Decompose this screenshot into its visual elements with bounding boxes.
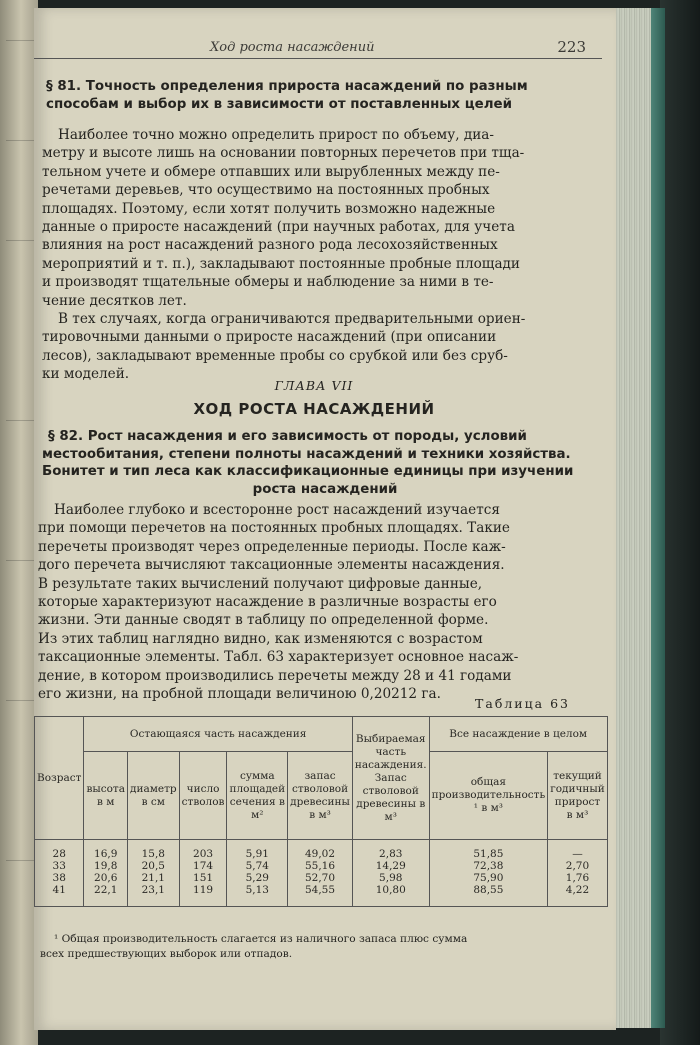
text-line: Наиболее точно можно определить прирост по объему, диа-	[58, 127, 494, 143]
table-cell: 1,76	[565, 872, 590, 884]
text-line: данные о приросте насаждений (при научных работах, для учета	[42, 219, 515, 236]
text-line: тельном учете и обмере отпавших или вырубленных между пе-	[42, 163, 500, 180]
table-caption: Таблица 63	[475, 696, 570, 711]
table-cell: 51,85	[473, 848, 504, 860]
column-header-height: высота в м	[84, 752, 128, 840]
table-cell: 41	[52, 884, 66, 896]
table-column-basal-area	[227, 840, 288, 907]
text-line: мероприятий и т. п.), закладывают постоянные пробные площади	[42, 255, 520, 272]
text-line: при помощи перечетов на постоянных пробных площадях. Такие	[38, 520, 510, 537]
section-81-paragraph-1	[42, 126, 602, 310]
table-cell: 55,16	[304, 860, 336, 872]
table-cell: —	[572, 848, 583, 860]
table-column-count	[179, 840, 227, 907]
text-line: Из этих таблиц наглядно видно, как изменяются с возрастом	[38, 630, 483, 647]
column-header-increment: текущий годичный прирост в м³	[548, 752, 608, 840]
table-cell: 5,29	[245, 872, 269, 884]
table-cell: 28	[52, 848, 66, 860]
text-line: ки моделей.	[42, 366, 130, 383]
table-cell: 10,80	[375, 884, 406, 896]
table-cell: 5,91	[245, 848, 269, 860]
table-cell: 33	[52, 860, 66, 872]
column-header-productivity: общая производительность ¹ в м³	[429, 752, 548, 840]
page-header	[34, 38, 616, 58]
group-header-removed: Выбираемая часть насаждения. Запас стволовой древесины в м³	[352, 717, 429, 840]
table-cell: 52,70	[304, 872, 336, 884]
text-line: жизни. Эти данные сводят в таблицу по определенной форме.	[38, 612, 489, 629]
table-column-increment	[548, 840, 608, 907]
section-title-line: Бонитет и тип леса как классификационные единицы при изучении	[42, 464, 574, 479]
page-stack-edges	[610, 8, 665, 1028]
table-column-removed	[352, 840, 429, 907]
chapter-title: ХОД РОСТА НАСАЖДЕНИЙ	[193, 400, 435, 418]
footnote-line: всех предшествующих выборок или отпадов.	[40, 948, 293, 960]
page-number: 223	[557, 38, 586, 56]
column-header-basal-area: сумма площадей сечения в м²	[227, 752, 288, 840]
table-cell: 5,74	[245, 860, 269, 872]
facing-page-edge	[0, 0, 38, 1045]
header-rule	[34, 58, 602, 59]
table-column-height	[84, 840, 128, 907]
table-cell: 22,1	[94, 884, 118, 896]
column-header-count: число стволов	[179, 752, 227, 840]
table-cell: 49,02	[304, 848, 336, 860]
table-cell: 203	[193, 848, 214, 860]
text-line: тировочными данными о приросте насаждений (при описании	[42, 329, 497, 346]
table-cell: 16,9	[94, 848, 118, 860]
text-line: дение, в котором производились перечеты между 28 и 41 годами	[38, 667, 512, 684]
table-cell: 75,90	[473, 872, 504, 884]
text-line: В результате таких вычислений получают цифровые данные,	[38, 575, 483, 592]
text-line: лесов), закладывают временные пробы со срубкой или без сруб-	[42, 347, 508, 364]
section-title-line: § 81. Точность определения прироста насаждений по разным	[46, 79, 528, 94]
table-column-age	[35, 840, 84, 907]
section-title-line: способам и выбор их в зависимости от поставленных целей	[46, 96, 513, 112]
table-column-diameter	[127, 840, 179, 907]
text-line: речетами деревьев, что осуществимо на постоянных пробных	[42, 182, 490, 199]
table-cell: 88,55	[473, 884, 504, 896]
section-title-line: роста насаждений	[252, 481, 398, 497]
text-line: таксационные элементы. Табл. 63 характеризует основное насаж-	[38, 649, 519, 666]
group-header-remaining: Остающаяся часть насаждения	[84, 717, 352, 752]
group-header-total: Все насаждение в целом	[429, 717, 607, 752]
table-cell: 23,1	[141, 884, 165, 896]
table-column-stock	[288, 840, 353, 907]
text-line: площадях. Поэтому, если хотят получить возможно надежные	[42, 200, 496, 217]
column-header-stock: запас стволовой древесины в м³	[288, 752, 353, 840]
table-cell: 14,29	[375, 860, 406, 872]
text-line: чение десятков лет.	[42, 292, 187, 309]
text-line: метру и высоте лишь на основании повторных перечетов при тща-	[42, 145, 525, 162]
table-cell: 54,55	[304, 884, 336, 896]
table-cell: 151	[193, 872, 214, 884]
table-column-productivity	[429, 840, 548, 907]
text-line: влияния на рост насаждений разного рода лесохозяйственных	[42, 237, 498, 254]
table-cell: 174	[193, 860, 214, 872]
chapter-label: ГЛАВА VII	[274, 378, 354, 393]
section-82-paragraph	[38, 501, 598, 703]
table-cell: 119	[193, 884, 214, 896]
section-title-line: местообитания, степени полноты насаждений и техники хозяйства.	[42, 446, 571, 462]
book-cover	[660, 0, 700, 1045]
table-cell: 72,38	[473, 860, 504, 872]
text-line: перечеты производят через определенные периоды. После каж-	[38, 538, 506, 555]
table-body	[35, 840, 608, 907]
section-81-title	[46, 78, 606, 113]
footnote	[40, 932, 592, 962]
text-line: и производят тщательные обмеры и наблюдение за ними в те-	[42, 274, 494, 291]
text-line: В тех случаях, когда ограничиваются предварительными ориен-	[58, 311, 526, 327]
text-line: Наиболее глубоко и всесторонне рост насаждений изучается	[54, 502, 500, 518]
table-cell: 21,1	[141, 872, 165, 884]
table-cell: 2,70	[565, 860, 590, 872]
column-header-diameter: диаметр в см	[127, 752, 179, 840]
table-cell: 5,13	[245, 884, 269, 896]
growth-table	[34, 716, 608, 907]
table-cell: 2,83	[379, 848, 403, 860]
text-line: которые характеризуют насаждение в различные возрасты его	[38, 594, 497, 611]
table-cell: 20,5	[141, 860, 165, 872]
table-cell: 38	[52, 872, 66, 884]
table-cell: 15,8	[141, 848, 165, 860]
table-cell: 4,22	[565, 884, 590, 896]
footnote-line: ¹ Общая производительность слагается из наличного запаса плюс сумма	[54, 933, 468, 945]
table-cell: 5,98	[379, 872, 403, 884]
book-page	[34, 8, 616, 1030]
text-line: его жизни, на пробной площади величиною 0,20212 га.	[38, 686, 441, 703]
column-header-age: Возраст	[35, 717, 84, 840]
table-cell: 19,8	[94, 860, 118, 872]
text-line: дого перечета вычисляют таксационные элементы насаждения.	[38, 557, 505, 574]
section-82-title	[42, 428, 608, 498]
table-cell: 20,6	[94, 872, 118, 884]
section-title-line: § 82. Рост насаждения и его зависимость от породы, условий	[48, 429, 527, 444]
section-81-paragraph-2	[42, 310, 602, 384]
running-title: Ход роста насаждений	[210, 40, 375, 55]
